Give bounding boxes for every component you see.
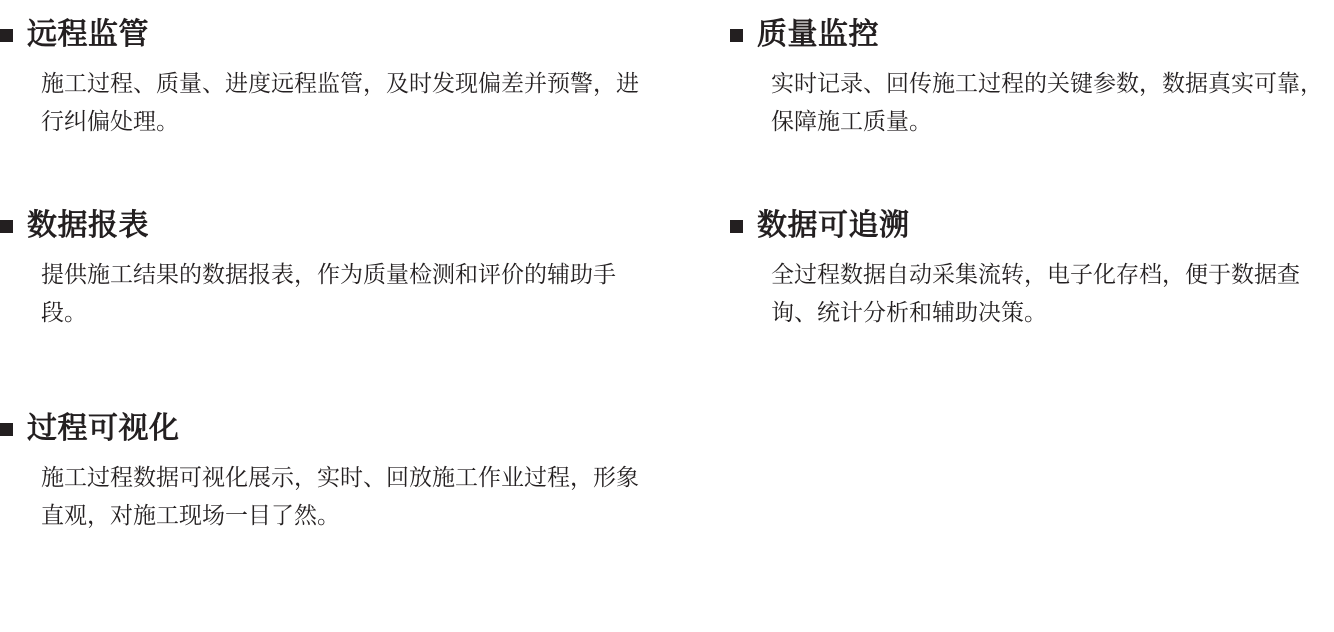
feature-body-data-traceability <box>730 256 1334 332</box>
feature-column-right <box>730 0 1334 632</box>
square-bullet-icon <box>0 220 13 233</box>
feature-item-process-visualization <box>0 412 730 535</box>
feature-item-data-report <box>0 209 730 332</box>
feature-title-text: 过程可视化 <box>27 411 180 445</box>
feature-body-text: 提供施工结果的数据报表，作为质量检测和评价的辅助手段。 <box>41 260 616 325</box>
square-bullet-icon <box>0 29 13 42</box>
feature-title-remote-supervision <box>0 18 730 51</box>
feature-title-process-visualization <box>0 412 730 445</box>
feature-body-quality-monitoring <box>730 65 1334 141</box>
feature-title-text: 数据可追溯 <box>757 208 910 242</box>
feature-title-text: 质量监控 <box>757 18 879 51</box>
feature-item-data-traceability <box>730 209 1334 332</box>
feature-title-data-traceability <box>730 209 1334 242</box>
feature-body-process-visualization <box>0 459 651 535</box>
feature-title-data-report <box>0 209 730 242</box>
feature-body-remote-supervision <box>0 65 651 141</box>
feature-body-data-report <box>0 256 651 332</box>
feature-title-text: 数据报表 <box>27 208 149 242</box>
feature-body-text: 实时记录、回传施工过程的关键参数，数据真实可靠，保障施工质量。 <box>771 70 1323 134</box>
feature-body-text: 施工过程、质量、进度远程监管，及时发现偏差并预警，进行纠偏处理。 <box>41 70 639 134</box>
square-bullet-icon <box>730 29 743 42</box>
square-bullet-icon <box>0 423 13 436</box>
feature-title-text: 远程监管 <box>27 18 149 51</box>
feature-title-quality-monitoring <box>730 18 1334 51</box>
square-bullet-icon <box>730 220 743 233</box>
feature-body-text: 施工过程数据可视化展示，实时、回放施工作业过程，形象直观，对施工现场一目了然。 <box>41 463 639 528</box>
feature-item-remote-supervision <box>0 18 730 141</box>
feature-body-text: 全过程数据自动采集流转，电子化存档，便于数据查询、统计分析和辅助决策。 <box>771 260 1300 325</box>
feature-item-quality-monitoring <box>730 18 1334 141</box>
